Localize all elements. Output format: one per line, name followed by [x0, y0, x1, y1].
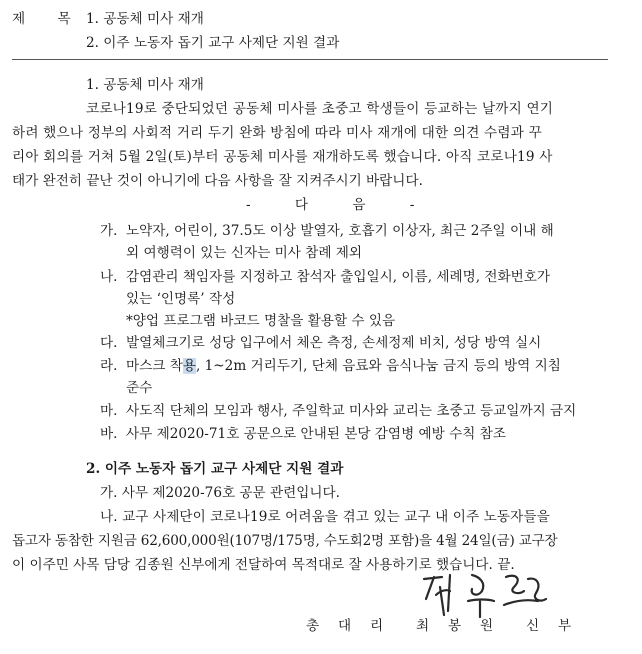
- section1-paragraph-line: 리아 회의를 거쳐 5월 2일(토)부터 공동체 미사를 재개하도록 했습니다. 아직 코로나19 사: [12, 149, 553, 165]
- list-item-text: [126, 357, 561, 375]
- section2-heading: 2. 이주 노동자 돕기 교구 사제단 지원 결과: [86, 461, 344, 477]
- section2-paragraph-line: 돕고자 동참한 지원금 62,600,000원(107명/175명, 수도회2명 포함)을 4월 24일(금) 교구장: [12, 533, 558, 549]
- section2-paragraph-line: 나. 교구 사제단이 코로나19로 어려움을 겪고 있는 교구 내 이주 노동자들을: [100, 509, 550, 525]
- section1-paragraph-line: 태가 완전히 끝난 것이 아니기에 다음 사항을 잘 지켜주시기 바랍니다.: [12, 173, 423, 189]
- signer-name-char: 최: [416, 618, 430, 634]
- list-item-text-part: , 1~2m 거리두기, 단체 음료와 음식나눔 금지 등의 방역 지침: [196, 358, 561, 374]
- highlighted-text: 용: [182, 358, 196, 374]
- list-item-text: 있는 ‘인명록’ 작성: [126, 291, 236, 307]
- list-item-marker: 마.: [100, 403, 118, 419]
- signer-suffix-char: 신: [526, 618, 540, 634]
- below-label: - 다 음 -: [246, 197, 415, 213]
- signer-title-char: 리: [370, 618, 384, 634]
- list-item-marker: 다.: [100, 335, 118, 351]
- list-item-text: 발열체크기로 성당 입구에서 체온 측정, 손세정제 비치, 성당 방역 실시: [126, 335, 542, 351]
- signer-title-char: 총: [306, 618, 320, 634]
- subject-item-1: 1. 공동체 미사 재개: [86, 11, 204, 27]
- header-divider: [12, 59, 608, 60]
- list-item-note: *양업 프로그램 바코드 명찰을 활용할 수 있음: [126, 313, 396, 329]
- list-item-text: 노약자, 어린이, 37.5도 이상 발열자, 호흡기 이상자, 최근 2주일 이내 해: [126, 223, 554, 239]
- list-item-text: 외 여행력이 있는 신자는 미사 참례 제외: [126, 245, 363, 261]
- signer-name-char: 봉: [448, 618, 462, 634]
- signer-suffix-char: 부: [558, 618, 572, 634]
- section1-paragraph-line: 하려 했으나 정부의 사회적 거리 두기 완화 방침에 따라 미사 재개에 대한 의견 수렴과 꾸: [12, 125, 542, 141]
- list-item-marker: 라.: [100, 358, 118, 374]
- signature-stroke: [410, 565, 580, 625]
- section2-paragraph-line: 이 이주민 사목 담당 김종원 신부에게 전달하여 목적대로 잘 사용하기로 했습니다. 끝.: [12, 557, 515, 573]
- section1-heading: 1. 공동체 미사 재개: [86, 77, 204, 93]
- signer-name-char: 원: [480, 618, 494, 634]
- list-item-text-part: 마스크 착: [126, 358, 183, 374]
- list-item-marker: 나.: [100, 269, 118, 285]
- list-item-text: 사도직 단체의 모임과 행사, 주일학교 미사와 교리는 초중고 등교일까지 금지: [126, 403, 577, 419]
- section2-item-ga: 가. 사무 제2020-76호 공문 관련입니다.: [100, 485, 340, 501]
- subject-label: 제 목: [12, 11, 85, 27]
- list-item-text: 사무 제2020-71호 공문으로 안내된 본당 감염병 예방 수칙 참조: [126, 426, 506, 442]
- signer-title-char: 대: [338, 618, 352, 634]
- list-item-text: 준수: [126, 380, 153, 396]
- subject-item-2: 2. 이주 노동자 돕기 교구 사제단 지원 결과: [86, 35, 340, 51]
- section1-paragraph-line: 코로나19로 중단되었던 공동체 미사를 초중고 학생들이 등교하는 날까지 연기: [86, 101, 554, 117]
- handwritten-signature: [410, 565, 580, 625]
- list-item-text: 감염관리 책임자를 지정하고 참석자 출입일시, 이름, 세례명, 전화번호가: [126, 269, 551, 285]
- list-item-marker: 바.: [100, 426, 118, 442]
- list-item-marker: 가.: [100, 223, 118, 239]
